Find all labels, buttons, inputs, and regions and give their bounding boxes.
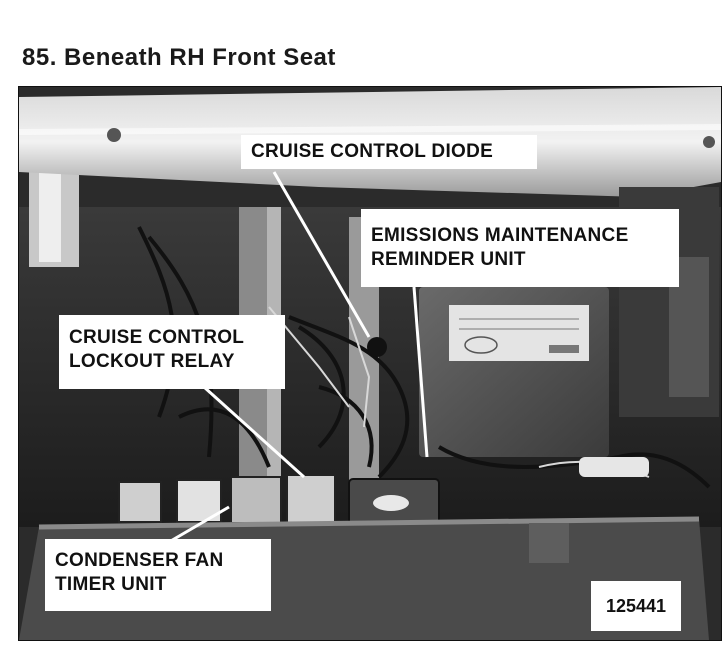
callout-cruise-control-lockout-relay bbox=[59, 315, 285, 389]
figure-number: 125441 bbox=[591, 581, 681, 631]
cruise-lockout-relay bbox=[287, 475, 335, 523]
seat-wiring-photo bbox=[18, 86, 722, 641]
page-title: 85. Beneath RH Front Seat bbox=[22, 44, 336, 71]
callout-text: CONDENSER FAN bbox=[55, 550, 224, 571]
cruise-diode bbox=[367, 337, 387, 357]
callout-text: EMISSIONS MAINTENANCE bbox=[371, 225, 629, 246]
rail-bolt bbox=[107, 128, 121, 142]
callout-text: CRUISE CONTROL bbox=[69, 327, 245, 348]
callout-condenser-fan-timer-unit bbox=[45, 539, 271, 611]
callout-text: CRUISE CONTROL DIODE bbox=[251, 141, 494, 162]
callout-text: TIMER UNIT bbox=[55, 574, 167, 595]
condenser-fan-timer bbox=[231, 477, 281, 523]
callout-cruise-control-diode bbox=[241, 135, 537, 169]
callout-emissions-maintenance-reminder bbox=[361, 209, 679, 287]
callout-text: LOCKOUT RELAY bbox=[69, 351, 235, 372]
callout-text: REMINDER UNIT bbox=[371, 249, 526, 270]
relay bbox=[119, 482, 161, 522]
rail-bolt bbox=[703, 136, 715, 148]
harness-connector bbox=[579, 457, 649, 477]
